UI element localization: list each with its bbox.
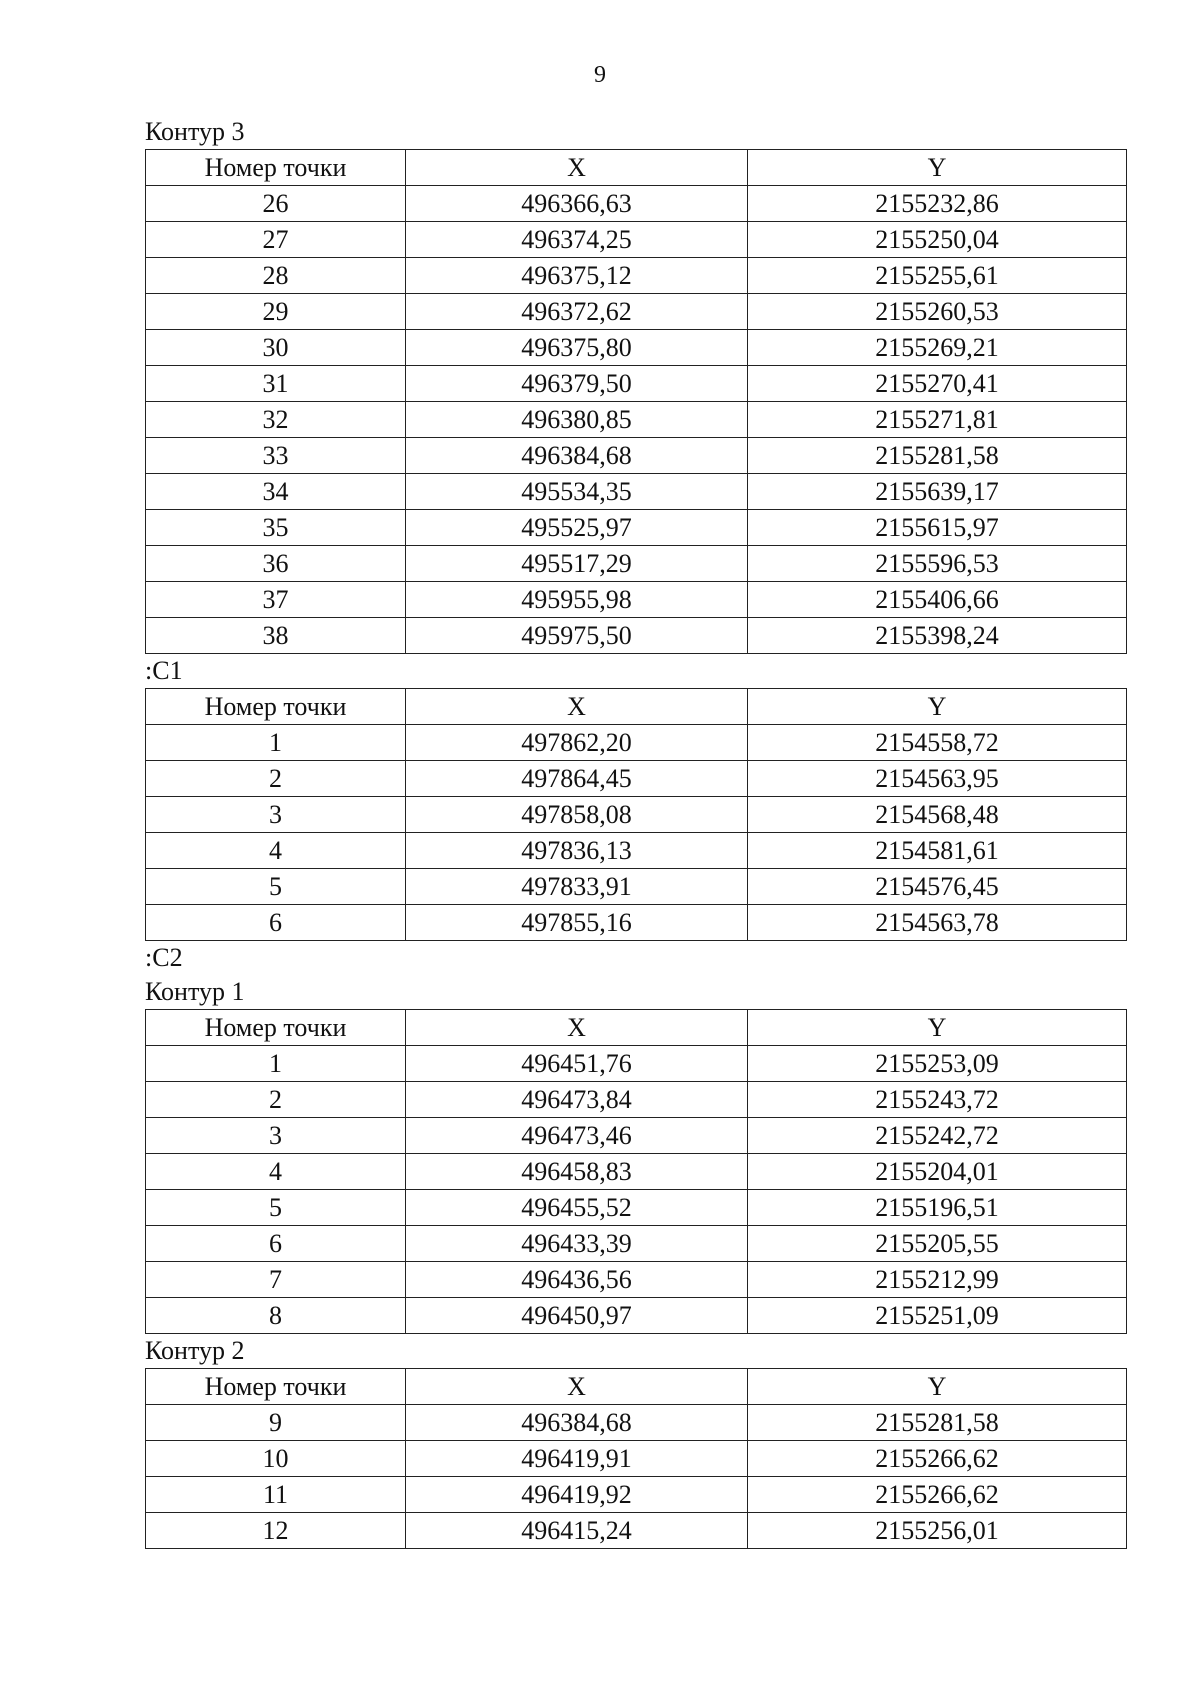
- cell-y: 2155255,61: [748, 258, 1127, 294]
- cell-y: 2155242,72: [748, 1118, 1127, 1154]
- table-row: [146, 1190, 1127, 1226]
- cell-point-number: 11: [146, 1477, 406, 1513]
- cell-x: 496374,25: [406, 222, 748, 258]
- cell-y: 2155615,97: [748, 510, 1127, 546]
- page-number: 9: [594, 62, 606, 88]
- section-label: :С1: [145, 656, 183, 685]
- cell-x: 496375,80: [406, 330, 748, 366]
- table-row: [146, 869, 1127, 905]
- cell-y: 2155232,86: [748, 186, 1127, 222]
- cell-point-number: 2: [146, 761, 406, 797]
- cell-x: 496433,39: [406, 1226, 748, 1262]
- cell-point-number: 32: [146, 402, 406, 438]
- cell-point-number: 8: [146, 1298, 406, 1334]
- cell-x: 497864,45: [406, 761, 748, 797]
- header-point-number: Номер точки: [146, 1369, 406, 1405]
- cell-point-number: 10: [146, 1441, 406, 1477]
- table-row: [146, 1513, 1127, 1549]
- cell-point-number: 36: [146, 546, 406, 582]
- table-row: [146, 1118, 1127, 1154]
- table-row: [146, 546, 1127, 582]
- cell-y: 2154568,48: [748, 797, 1127, 833]
- coordinates-table: [145, 1368, 1127, 1549]
- header-y: Y: [748, 1369, 1127, 1405]
- coordinates-table: [145, 1009, 1127, 1334]
- header-point-number: Номер точки: [146, 1010, 406, 1046]
- cell-y: 2155266,62: [748, 1441, 1127, 1477]
- table-header-row: [146, 689, 1127, 725]
- cell-point-number: 34: [146, 474, 406, 510]
- header-x: X: [406, 1010, 748, 1046]
- table-row: [146, 1154, 1127, 1190]
- cell-point-number: 5: [146, 1190, 406, 1226]
- cell-x: 496419,91: [406, 1441, 748, 1477]
- cell-x: 496458,83: [406, 1154, 748, 1190]
- cell-point-number: 1: [146, 725, 406, 761]
- cell-y: 2155270,41: [748, 366, 1127, 402]
- cell-x: 495525,97: [406, 510, 748, 546]
- header-y: Y: [748, 150, 1127, 186]
- table-row: [146, 1441, 1127, 1477]
- cell-x: 495517,29: [406, 546, 748, 582]
- cell-y: 2155243,72: [748, 1082, 1127, 1118]
- cell-x: 497855,16: [406, 905, 748, 941]
- cell-y: 2155596,53: [748, 546, 1127, 582]
- cell-point-number: 3: [146, 797, 406, 833]
- cell-x: 496436,56: [406, 1262, 748, 1298]
- table-row: [146, 905, 1127, 941]
- table-row: [146, 1405, 1127, 1441]
- cell-y: 2155256,01: [748, 1513, 1127, 1549]
- cell-y: 2155281,58: [748, 1405, 1127, 1441]
- cell-y: 2155266,62: [748, 1477, 1127, 1513]
- table-row: [146, 833, 1127, 869]
- cell-y: 2155639,17: [748, 474, 1127, 510]
- cell-x: 496366,63: [406, 186, 748, 222]
- cell-x: 496419,92: [406, 1477, 748, 1513]
- cell-y: 2155212,99: [748, 1262, 1127, 1298]
- table-row: [146, 1226, 1127, 1262]
- cell-x: 497836,13: [406, 833, 748, 869]
- cell-point-number: 12: [146, 1513, 406, 1549]
- table-row: [146, 797, 1127, 833]
- cell-y: 2155269,21: [748, 330, 1127, 366]
- table-header-row: [146, 150, 1127, 186]
- cell-x: 496384,68: [406, 438, 748, 474]
- table-row: [146, 1082, 1127, 1118]
- cell-point-number: 9: [146, 1405, 406, 1441]
- header-point-number: Номер точки: [146, 150, 406, 186]
- table-header-row: [146, 1369, 1127, 1405]
- cell-y: 2154581,61: [748, 833, 1127, 869]
- header-point-number: Номер точки: [146, 689, 406, 725]
- section-label: Контур 3: [145, 117, 245, 146]
- cell-point-number: 4: [146, 1154, 406, 1190]
- cell-point-number: 6: [146, 1226, 406, 1262]
- cell-y: 2155398,24: [748, 618, 1127, 654]
- cell-x: 497862,20: [406, 725, 748, 761]
- section-label: Контур 1: [145, 977, 245, 1006]
- cell-x: 496380,85: [406, 402, 748, 438]
- table-row: [146, 474, 1127, 510]
- table-row: [146, 582, 1127, 618]
- cell-point-number: 4: [146, 833, 406, 869]
- table-row: [146, 1046, 1127, 1082]
- cell-y: 2155251,09: [748, 1298, 1127, 1334]
- table-row: [146, 725, 1127, 761]
- table-row: [146, 222, 1127, 258]
- cell-point-number: 27: [146, 222, 406, 258]
- cell-x: 496455,52: [406, 1190, 748, 1226]
- cell-x: 495975,50: [406, 618, 748, 654]
- cell-y: 2154576,45: [748, 869, 1127, 905]
- cell-point-number: 33: [146, 438, 406, 474]
- cell-point-number: 38: [146, 618, 406, 654]
- cell-y: 2155271,81: [748, 402, 1127, 438]
- cell-x: 496473,46: [406, 1118, 748, 1154]
- cell-x: 496415,24: [406, 1513, 748, 1549]
- table-row: [146, 438, 1127, 474]
- header-x: X: [406, 150, 748, 186]
- cell-x: 495955,98: [406, 582, 748, 618]
- header-x: X: [406, 689, 748, 725]
- cell-point-number: 29: [146, 294, 406, 330]
- cell-x: 496372,62: [406, 294, 748, 330]
- cell-x: 496379,50: [406, 366, 748, 402]
- table-row: [146, 402, 1127, 438]
- table-row: [146, 1477, 1127, 1513]
- cell-point-number: 37: [146, 582, 406, 618]
- cell-y: 2155406,66: [748, 582, 1127, 618]
- cell-y: 2154563,95: [748, 761, 1127, 797]
- cell-y: 2155204,01: [748, 1154, 1127, 1190]
- table-row: [146, 258, 1127, 294]
- cell-x: 496375,12: [406, 258, 748, 294]
- table-row: [146, 1262, 1127, 1298]
- table-row: [146, 510, 1127, 546]
- cell-x: 497858,08: [406, 797, 748, 833]
- cell-point-number: 30: [146, 330, 406, 366]
- cell-point-number: 26: [146, 186, 406, 222]
- header-y: Y: [748, 1010, 1127, 1046]
- cell-x: 496473,84: [406, 1082, 748, 1118]
- cell-y: 2155253,09: [748, 1046, 1127, 1082]
- cell-y: 2155205,55: [748, 1226, 1127, 1262]
- section-label: Контур 2: [145, 1336, 245, 1365]
- table-row: [146, 330, 1127, 366]
- header-x: X: [406, 1369, 748, 1405]
- cell-y: 2155196,51: [748, 1190, 1127, 1226]
- cell-x: 496450,97: [406, 1298, 748, 1334]
- cell-point-number: 31: [146, 366, 406, 402]
- cell-point-number: 6: [146, 905, 406, 941]
- cell-x: 496451,76: [406, 1046, 748, 1082]
- cell-x: 497833,91: [406, 869, 748, 905]
- cell-point-number: 7: [146, 1262, 406, 1298]
- section-label: :С2: [145, 943, 183, 972]
- cell-y: 2154558,72: [748, 725, 1127, 761]
- cell-point-number: 28: [146, 258, 406, 294]
- table-row: [146, 1298, 1127, 1334]
- table-row: [146, 186, 1127, 222]
- coordinates-table: [145, 149, 1127, 654]
- document-body: [145, 115, 1126, 1549]
- cell-point-number: 1: [146, 1046, 406, 1082]
- cell-x: 496384,68: [406, 1405, 748, 1441]
- cell-x: 495534,35: [406, 474, 748, 510]
- coordinates-table: [145, 688, 1127, 941]
- table-row: [146, 761, 1127, 797]
- cell-y: 2154563,78: [748, 905, 1127, 941]
- table-row: [146, 294, 1127, 330]
- table-header-row: [146, 1010, 1127, 1046]
- cell-y: 2155250,04: [748, 222, 1127, 258]
- cell-point-number: 2: [146, 1082, 406, 1118]
- cell-point-number: 5: [146, 869, 406, 905]
- cell-point-number: 3: [146, 1118, 406, 1154]
- table-row: [146, 618, 1127, 654]
- table-row: [146, 366, 1127, 402]
- cell-point-number: 35: [146, 510, 406, 546]
- cell-y: 2155281,58: [748, 438, 1127, 474]
- cell-y: 2155260,53: [748, 294, 1127, 330]
- header-y: Y: [748, 689, 1127, 725]
